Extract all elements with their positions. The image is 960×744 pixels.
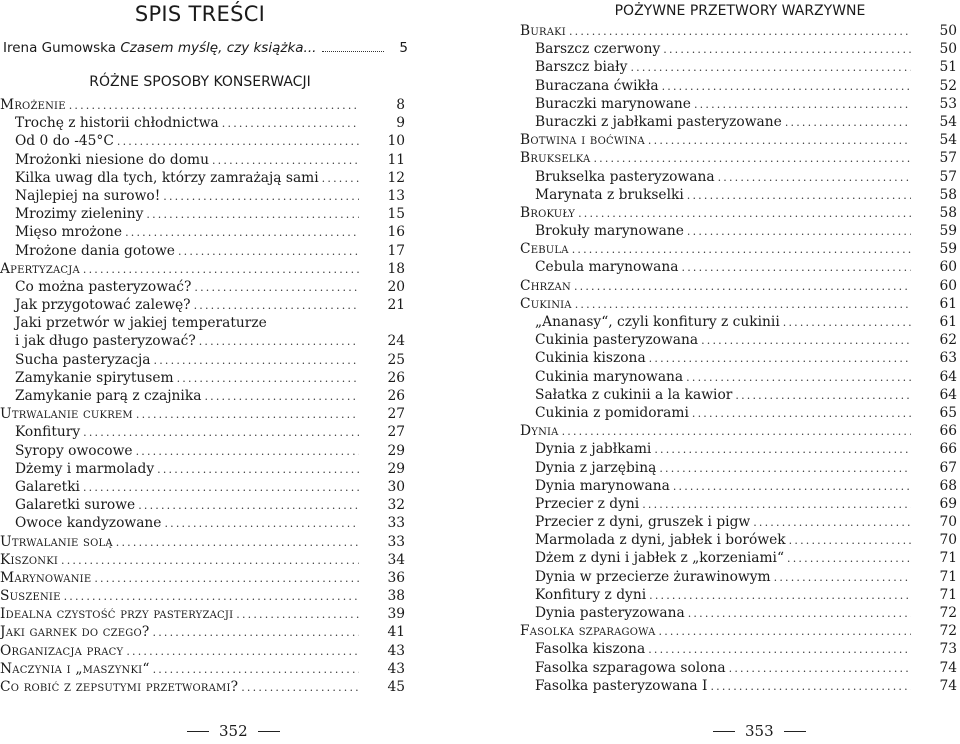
toc-entry	[520, 149, 957, 167]
toc-entry	[0, 442, 405, 460]
toc-entry-page: 66	[939, 423, 957, 440]
dot-leader	[648, 641, 911, 659]
toc-entry-title: Dynia z jarzębiną	[535, 459, 657, 476]
toc-entry-title: Syropy owocowe	[15, 442, 133, 459]
dot-leader	[64, 588, 359, 606]
toc-entry-page: 50	[939, 23, 957, 39]
section-heading-left: RÓŻNE SPOSOBY KONSERWACJI	[89, 74, 311, 90]
toc-entry-page: 27	[387, 424, 405, 441]
toc-entry	[0, 460, 405, 478]
toc-entry	[0, 132, 405, 150]
toc-entry	[0, 605, 405, 623]
toc-entry	[0, 351, 405, 369]
toc-entry-title: Dynia marynowana	[535, 477, 670, 494]
dot-leader	[194, 279, 359, 297]
toc-entry-page: 8	[396, 97, 405, 113]
toc-entry-page: 60	[939, 277, 957, 294]
dot-leader	[687, 187, 911, 205]
page-title: SPIS TREŚCI	[134, 2, 266, 26]
toc-entry	[520, 386, 957, 404]
toc-entry-title: Cebula	[520, 241, 569, 258]
toc-entry-page: 43	[387, 642, 405, 659]
toc-entry-page: 33	[387, 533, 405, 550]
toc-entry	[520, 640, 957, 658]
toc-entry	[0, 496, 405, 514]
toc-entry	[520, 168, 957, 186]
toc-entry-page: 39	[387, 606, 405, 623]
toc-entry-title: Buraczki marynowane	[535, 95, 691, 112]
toc-entry-title: Dynia pasteryzowana	[535, 605, 685, 621]
toc-entry-title: Od 0 do -45°C	[15, 133, 114, 150]
toc-entry-page: 74	[939, 659, 957, 676]
toc-entry	[520, 331, 957, 349]
toc-entry-title: Idealna czystość przy pasteryzacji	[0, 606, 234, 623]
toc-entry	[0, 278, 405, 296]
dot-leader	[83, 424, 359, 442]
folio-number: 353	[745, 722, 774, 740]
dot-leader	[718, 169, 911, 187]
toc-entry-page: 59	[939, 223, 957, 240]
dot-leader	[682, 259, 912, 277]
toc-entry	[520, 349, 957, 367]
toc-entry-title: Dynia z jabłkami	[535, 441, 652, 458]
dot-leader	[630, 59, 911, 77]
toc-entry-title: Zamykanie parą z czajnika	[15, 388, 202, 404]
toc-entry-title: Fasolka pasteryzowana I	[535, 677, 708, 694]
dot-leader	[785, 114, 911, 132]
dot-leader	[153, 661, 359, 679]
toc-entry	[520, 22, 957, 40]
dot-leader	[194, 297, 359, 315]
toc-entry-page: 12	[387, 169, 405, 186]
folio-dash	[258, 731, 280, 732]
toc-entry-title: Kilka uwag dla tych, którzy zamrażają sami	[15, 169, 319, 186]
toc-entry-page: 58	[939, 186, 957, 203]
toc-entry	[0, 205, 405, 223]
dot-leader	[241, 679, 359, 697]
toc-list-right	[520, 22, 957, 695]
toc-entry-title: Co można pasteryzować?	[15, 278, 192, 295]
toc-entry	[0, 151, 405, 169]
dot-leader	[663, 41, 911, 59]
toc-entry	[0, 514, 405, 532]
toc-entry-page: 18	[387, 260, 405, 277]
toc-entry-page: 69	[939, 495, 957, 512]
toc-entry-page: 71	[939, 550, 957, 567]
toc-entry-title: Apertyzacja	[0, 260, 80, 277]
toc-entry	[520, 549, 957, 567]
toc-entry-page: 34	[387, 551, 405, 568]
toc-entry	[0, 187, 405, 205]
toc-entry-page: 27	[387, 406, 405, 423]
toc-entry-title: Buraczki z jabłkami pasteryzowane	[535, 113, 782, 130]
toc-entry-title: Cukinia marynowana	[535, 368, 684, 385]
dot-leader	[212, 152, 359, 170]
toc-entry-title: Jaki garnek do czego?	[0, 624, 150, 641]
toc-entry	[520, 586, 957, 604]
toc-entry	[520, 495, 957, 513]
toc-entry-title: Marmolada z dyni, jabłek i borówek	[535, 532, 786, 549]
toc-entry-title: Konfitury z dyni	[535, 586, 647, 603]
toc-entry-page: 70	[939, 532, 957, 549]
dot-leader	[686, 369, 911, 387]
intro-entry	[3, 40, 408, 56]
dot-leader	[116, 534, 359, 552]
toc-entry	[520, 422, 957, 440]
toc-entry-title: Jaki przetwór w jakiej temperaturze	[15, 315, 267, 332]
toc-entry	[520, 604, 957, 622]
toc-entry	[0, 369, 405, 387]
toc-entry-page: 72	[939, 605, 957, 621]
toc-entry-title: Utrwalanie solą	[0, 533, 113, 550]
dot-leader	[61, 552, 359, 570]
dot-leader	[83, 261, 359, 279]
toc-entry-title: Brukselka	[520, 150, 591, 167]
toc-entry-title: Barszcz czerwony	[535, 41, 661, 58]
dot-leader	[146, 206, 359, 224]
toc-entry-title: Dynia w przecierze żurawinowym	[535, 568, 771, 585]
toc-entry	[0, 587, 405, 605]
toc-entry-page: 26	[387, 369, 405, 386]
toc-entry	[520, 622, 957, 640]
dot-leader	[774, 569, 911, 587]
toc-entry	[520, 113, 957, 131]
dot-leader	[136, 443, 359, 461]
page-number-right	[703, 722, 816, 740]
toc-entry-page: 15	[387, 206, 405, 223]
toc-entry-title: Mrozimy zieleniny	[15, 206, 144, 223]
toc-entry	[0, 678, 405, 696]
dot-leader	[199, 333, 359, 351]
toc-entry	[0, 314, 405, 332]
toc-entry-title: Galaretki surowe	[15, 497, 136, 514]
dot-leader	[654, 441, 911, 459]
toc-entry-title: Dżem z dyni i jabłek z „korzeniami“	[535, 550, 785, 567]
dot-leader	[136, 406, 359, 424]
dot-leader	[125, 224, 359, 242]
toc-entry-page: 45	[387, 679, 405, 695]
toc-entry-page: 43	[387, 660, 405, 677]
dot-leader	[572, 241, 911, 259]
toc-entry-page: 64	[939, 368, 957, 385]
dot-leader	[562, 423, 911, 441]
toc-entry-page: 21	[387, 297, 405, 314]
toc-entry-page: 32	[387, 497, 405, 514]
toc-entry-page: 61	[939, 314, 957, 330]
dot-leader	[164, 515, 359, 533]
toc-list-left	[0, 96, 405, 696]
toc-entry	[520, 40, 957, 58]
dot-leader	[659, 460, 911, 478]
toc-entry-title: Marynata z brukselki	[535, 186, 684, 203]
toc-entry-page: 13	[387, 187, 405, 204]
dot-leader	[83, 479, 359, 497]
toc-entry	[0, 642, 405, 660]
toc-entry-title: Sucha pasteryzacja	[15, 351, 151, 368]
toc-entry-title: Owoce kandyzowane	[15, 515, 162, 532]
toc-entry-title: Jak przygotować zalewę?	[15, 297, 191, 314]
toc-entry-title: Najlepiej na surowo!	[15, 187, 161, 204]
dot-leader	[692, 405, 911, 423]
toc-entry-page: 57	[939, 168, 957, 185]
toc-entry	[0, 296, 405, 314]
toc-entry-page: 41	[387, 624, 405, 641]
toc-entry-page: 24	[387, 333, 405, 350]
toc-entry-title: Cukinia	[520, 295, 572, 312]
toc-entry-title: Sałatka z cukinii a la kawior	[535, 386, 733, 403]
toc-entry-title: „Ananasy“, czyli konfitury z cukinii	[535, 314, 780, 330]
toc-entry	[520, 677, 957, 695]
toc-entry-title: Mrożone dania gotowe	[15, 242, 175, 259]
toc-entry-title: Buraki	[520, 23, 566, 39]
toc-entry-page: 29	[387, 442, 405, 459]
dot-leader	[648, 132, 911, 150]
toc-entry-title: Chrzan	[520, 277, 571, 294]
dot-leader	[673, 478, 911, 496]
dot-leader	[94, 570, 359, 588]
dot-leader	[236, 606, 359, 624]
toc-entry-title: Botwina i boćwina	[520, 132, 645, 149]
dot-leader	[126, 643, 359, 661]
toc-entry	[520, 513, 957, 531]
toc-entry-page: 57	[939, 150, 957, 167]
dot-leader	[659, 623, 911, 641]
toc-entry-title: Mięso mrożone	[15, 224, 123, 241]
toc-entry-page: 66	[939, 441, 957, 458]
toc-entry-title: Cukinia kiszona	[535, 350, 646, 367]
dot-leader	[575, 296, 911, 314]
dot-leader	[178, 243, 359, 261]
dot-leader	[687, 223, 911, 241]
toc-entry-page: 54	[939, 113, 957, 130]
toc-entry-page: 36	[387, 569, 405, 586]
toc-entry	[0, 551, 405, 569]
toc-entry-page: 17	[387, 242, 405, 259]
toc-entry-title: Brokuły marynowane	[535, 223, 684, 240]
toc-entry	[0, 223, 405, 241]
toc-entry-page: 73	[939, 641, 957, 658]
toc-entry-page: 33	[387, 515, 405, 532]
toc-entry-title: Fasolka kiszona	[535, 641, 646, 658]
toc-entry-title: Przecier z dyni, gruszek i pigw	[535, 514, 751, 531]
toc-entry	[520, 277, 957, 295]
toc-entry-page: 53	[939, 95, 957, 112]
toc-entry-page: 11	[387, 151, 405, 168]
dot-leader	[735, 387, 911, 405]
intro-label	[3, 40, 316, 56]
toc-entry-page: 52	[939, 77, 957, 94]
toc-entry	[520, 204, 957, 222]
toc-entry-page: 20	[387, 278, 405, 295]
dot-leader	[787, 550, 911, 568]
dot-leader	[569, 23, 911, 41]
dot-leader	[163, 188, 359, 206]
toc-entry-page: 74	[939, 677, 957, 694]
toc-entry-page: 67	[939, 459, 957, 476]
dot-leader	[204, 388, 359, 406]
toc-entry	[520, 131, 957, 149]
toc-entry-page: 70	[939, 514, 957, 531]
intro-author: Irena Gumowska	[3, 40, 121, 56]
dot-leader	[710, 678, 911, 696]
dot-leader	[694, 96, 911, 114]
toc-entry-page: 29	[387, 460, 405, 477]
toc-entry	[0, 242, 405, 260]
toc-entry-title: i jak długo pasteryzować?	[15, 333, 196, 350]
toc-entry-title: Cebula marynowana	[535, 259, 679, 276]
dot-leader	[69, 97, 359, 115]
dot-leader	[157, 461, 359, 479]
toc-entry	[0, 332, 405, 350]
toc-entry-page: 65	[939, 404, 957, 421]
toc-entry	[0, 260, 405, 278]
toc-entry-title: Buraczana ćwikła	[535, 77, 659, 94]
toc-entry	[520, 440, 957, 458]
toc-entry-page: 60	[939, 259, 957, 276]
toc-entry-page: 51	[939, 59, 957, 76]
toc-entry-page: 71	[939, 586, 957, 603]
toc-entry-title: Konfitury	[15, 424, 81, 441]
toc-entry	[520, 77, 957, 95]
dot-leader	[177, 370, 359, 388]
dot-leader	[578, 205, 911, 223]
toc-entry	[0, 660, 405, 678]
toc-entry-title: Suszenie	[0, 588, 61, 605]
toc-entry	[520, 95, 957, 113]
toc-entry	[520, 295, 957, 313]
toc-entry-title: Barszcz biały	[535, 59, 628, 76]
toc-entry-title: Trochę z historii chłodnictwa	[15, 115, 219, 132]
toc-entry-page: 71	[939, 568, 957, 585]
folio-dash	[187, 731, 209, 732]
toc-entry-title: Zamykanie spirytusem	[15, 369, 174, 386]
toc-entry-title: Przecier z dyni	[535, 495, 640, 512]
dot-leader	[662, 78, 911, 96]
toc-entry-title: Utrwalanie cukrem	[0, 406, 133, 423]
toc-entry-page: 59	[939, 241, 957, 258]
dot-leader	[222, 115, 359, 133]
toc-entry-title: Fasolka szparagowa solona	[535, 659, 726, 676]
toc-entry	[520, 404, 957, 422]
dot-leader	[783, 314, 911, 332]
toc-entry-page: 30	[387, 478, 405, 495]
toc-entry-page: 68	[939, 477, 957, 494]
dot-leader	[153, 624, 360, 642]
dot-leader	[574, 278, 911, 296]
toc-entry	[520, 186, 957, 204]
toc-entry-title: Brukselka pasteryzowana	[535, 168, 715, 185]
dot-leader	[701, 332, 911, 350]
toc-entry	[520, 222, 957, 240]
toc-entry-page: 10	[387, 133, 405, 150]
page-number-left	[177, 722, 290, 740]
toc-entry-page: 72	[939, 623, 957, 640]
dot-leader	[322, 170, 359, 188]
toc-entry-title: Marynowanie	[0, 569, 92, 586]
toc-entry	[0, 623, 405, 641]
folio-number: 352	[219, 722, 248, 740]
dot-leader	[729, 660, 911, 678]
toc-entry-title: Dynia	[520, 423, 559, 440]
toc-entry-page: 38	[387, 588, 405, 605]
toc-entry-page: 64	[939, 386, 957, 403]
toc-entry-title: Cukinia pasteryzowana	[535, 332, 699, 349]
toc-entry	[0, 478, 405, 496]
toc-entry-page: 54	[939, 132, 957, 149]
toc-entry	[520, 368, 957, 386]
dot-leader	[649, 587, 911, 605]
toc-entry-page: 16	[387, 224, 405, 241]
toc-entry-title: Cukinia z pomidorami	[535, 404, 689, 421]
toc-entry-page: 61	[939, 295, 957, 312]
toc-entry-page: 26	[387, 388, 405, 404]
toc-entry-title: Fasolka szparagowa	[520, 623, 656, 640]
toc-entry	[520, 459, 957, 477]
dot-leader	[789, 532, 911, 550]
toc-entry-page: 62	[939, 332, 957, 349]
dot-leader	[642, 496, 911, 514]
toc-entry	[520, 58, 957, 76]
toc-entry-title: Mrożonki niesione do domu	[15, 151, 209, 168]
toc-entry-title: Mrożenie	[0, 97, 66, 113]
toc-entry-page: 25	[387, 351, 405, 368]
toc-entry-title: Dżemy i marmolady	[15, 460, 155, 477]
folio-dash	[713, 731, 735, 732]
toc-entry-page: 63	[939, 350, 957, 367]
dot-leader	[649, 350, 911, 368]
toc-entry	[0, 96, 405, 114]
toc-entry-page: 58	[939, 204, 957, 221]
toc-entry-title: Co robić z zepsutymi przetworami?	[0, 679, 239, 695]
toc-entry	[520, 477, 957, 495]
dot-leader	[593, 150, 911, 168]
dot-leader	[138, 497, 359, 515]
dot-leader	[154, 352, 359, 370]
toc-entry	[0, 569, 405, 587]
dot-leader	[322, 51, 384, 52]
toc-entry-page: 50	[939, 41, 957, 58]
toc-entry	[0, 387, 405, 405]
toc-entry	[520, 659, 957, 677]
toc-entry-title: Galaretki	[15, 478, 80, 495]
intro-book-title: Czasem myślę, czy książka...	[120, 40, 317, 56]
toc-entry-title: Naczynia i „maszynki“	[0, 660, 150, 677]
toc-entry	[0, 114, 405, 132]
dot-leader	[117, 133, 359, 151]
toc-entry	[520, 240, 957, 258]
toc-entry-page: 9	[396, 115, 405, 132]
toc-entry-title: Kiszonki	[0, 551, 59, 568]
toc-entry	[520, 313, 957, 331]
toc-entry-title: Brokuły	[520, 204, 576, 221]
folio-dash	[784, 731, 806, 732]
toc-entry	[520, 568, 957, 586]
toc-entry	[0, 423, 405, 441]
toc-entry-title: Organizacja pracy	[0, 642, 124, 659]
toc-entry	[0, 405, 405, 423]
toc-entry	[0, 533, 405, 551]
toc-entry	[520, 258, 957, 276]
toc-entry	[0, 169, 405, 187]
section-heading-right: POŻYWNE PRZETWORY WARZYWNE	[614, 3, 866, 19]
dot-leader	[688, 605, 911, 623]
intro-page-number: 5	[399, 40, 408, 56]
toc-entry	[520, 531, 957, 549]
dot-leader	[753, 514, 911, 532]
